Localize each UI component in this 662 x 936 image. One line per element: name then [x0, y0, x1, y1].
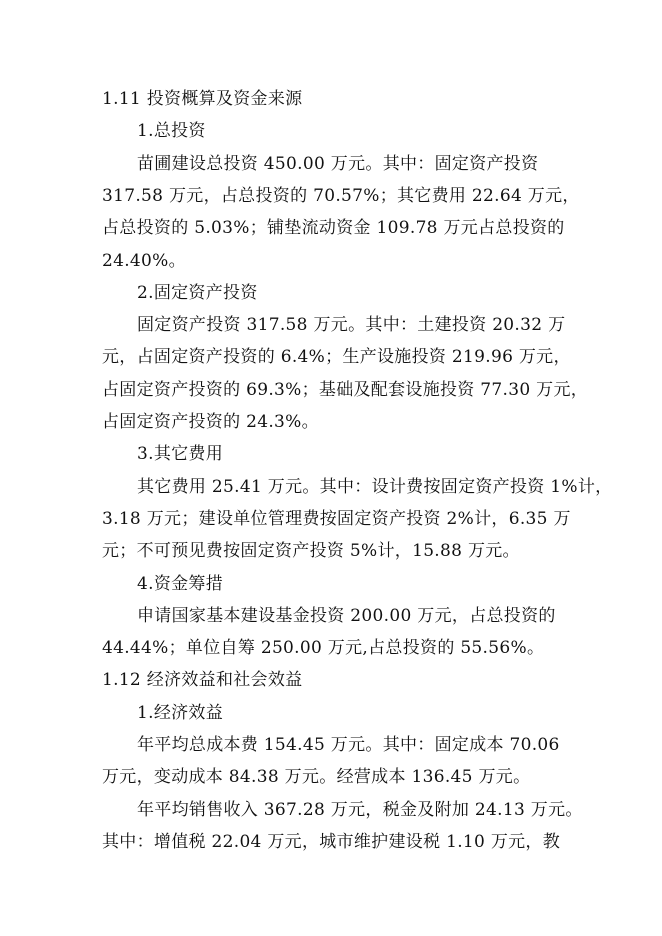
subheading-fixed-assets: 2.固定资产投资: [137, 283, 258, 303]
paragraph-line: 44.44%；单位自筹 250.00 万元,占总投资的 55.56%。: [102, 638, 545, 658]
paragraph-line: 占固定资产投资的 69.3%；基础及配套设施投资 77.30 万元，: [102, 380, 589, 400]
section-heading-1-11: 1.11 投资概算及资金来源: [102, 89, 303, 109]
paragraph-line: 其中：增值税 22.04 万元，城市维护建设税 1.10 万元，教: [102, 832, 561, 852]
paragraph-line: 年平均销售收入 367.28 万元，税金及附加 24.13 万元。: [137, 800, 583, 820]
paragraph-line: 申请国家基本建设基金投资 200.00 万元，占总投资的: [137, 606, 556, 626]
subheading-total-investment: 1.总投资: [137, 121, 206, 141]
subheading-other-costs: 3.其它费用: [137, 444, 224, 464]
paragraph-line: 固定资产投资 317.58 万元。其中：土建投资 20.32 万: [137, 315, 566, 335]
paragraph-line: 苗圃建设总投资 450.00 万元。其中：固定资产投资: [137, 154, 539, 174]
paragraph-line: 3.18 万元；建设单位管理费按固定资产投资 2%计，6.35 万: [102, 509, 571, 529]
subheading-economic-benefits: 1.经济效益: [137, 703, 224, 723]
paragraph-line: 占总投资的 5.03%；铺垫流动资金 109.78 万元占总投资的: [102, 218, 565, 238]
paragraph-line: 万元，变动成本 84.38 万元。经营成本 136.45 万元。: [102, 767, 531, 787]
paragraph-line: 24.40%。: [102, 251, 186, 271]
subheading-fund-raising: 4.资金筹措: [137, 574, 224, 594]
paragraph-line: 其它费用 25.41 万元。其中：设计费按固定资产投资 1%计，: [137, 477, 613, 497]
paragraph-line: 元；不可预见费按固定资产投资 5%计，15.88 万元。: [102, 541, 520, 561]
paragraph-line: 年平均总成本费 154.45 万元。其中：固定成本 70.06: [137, 735, 560, 755]
paragraph-line: 317.58 万元，占总投资的 70.57%；其它费用 22.64 万元，: [102, 186, 580, 206]
paragraph-line: 占固定资产投资的 24.3%。: [102, 412, 319, 432]
paragraph-line: 元，占固定资产投资的 6.4%；生产设施投资 219.96 万元，: [102, 347, 571, 367]
section-heading-1-12: 1.12 经济效益和社会效益: [102, 670, 303, 690]
